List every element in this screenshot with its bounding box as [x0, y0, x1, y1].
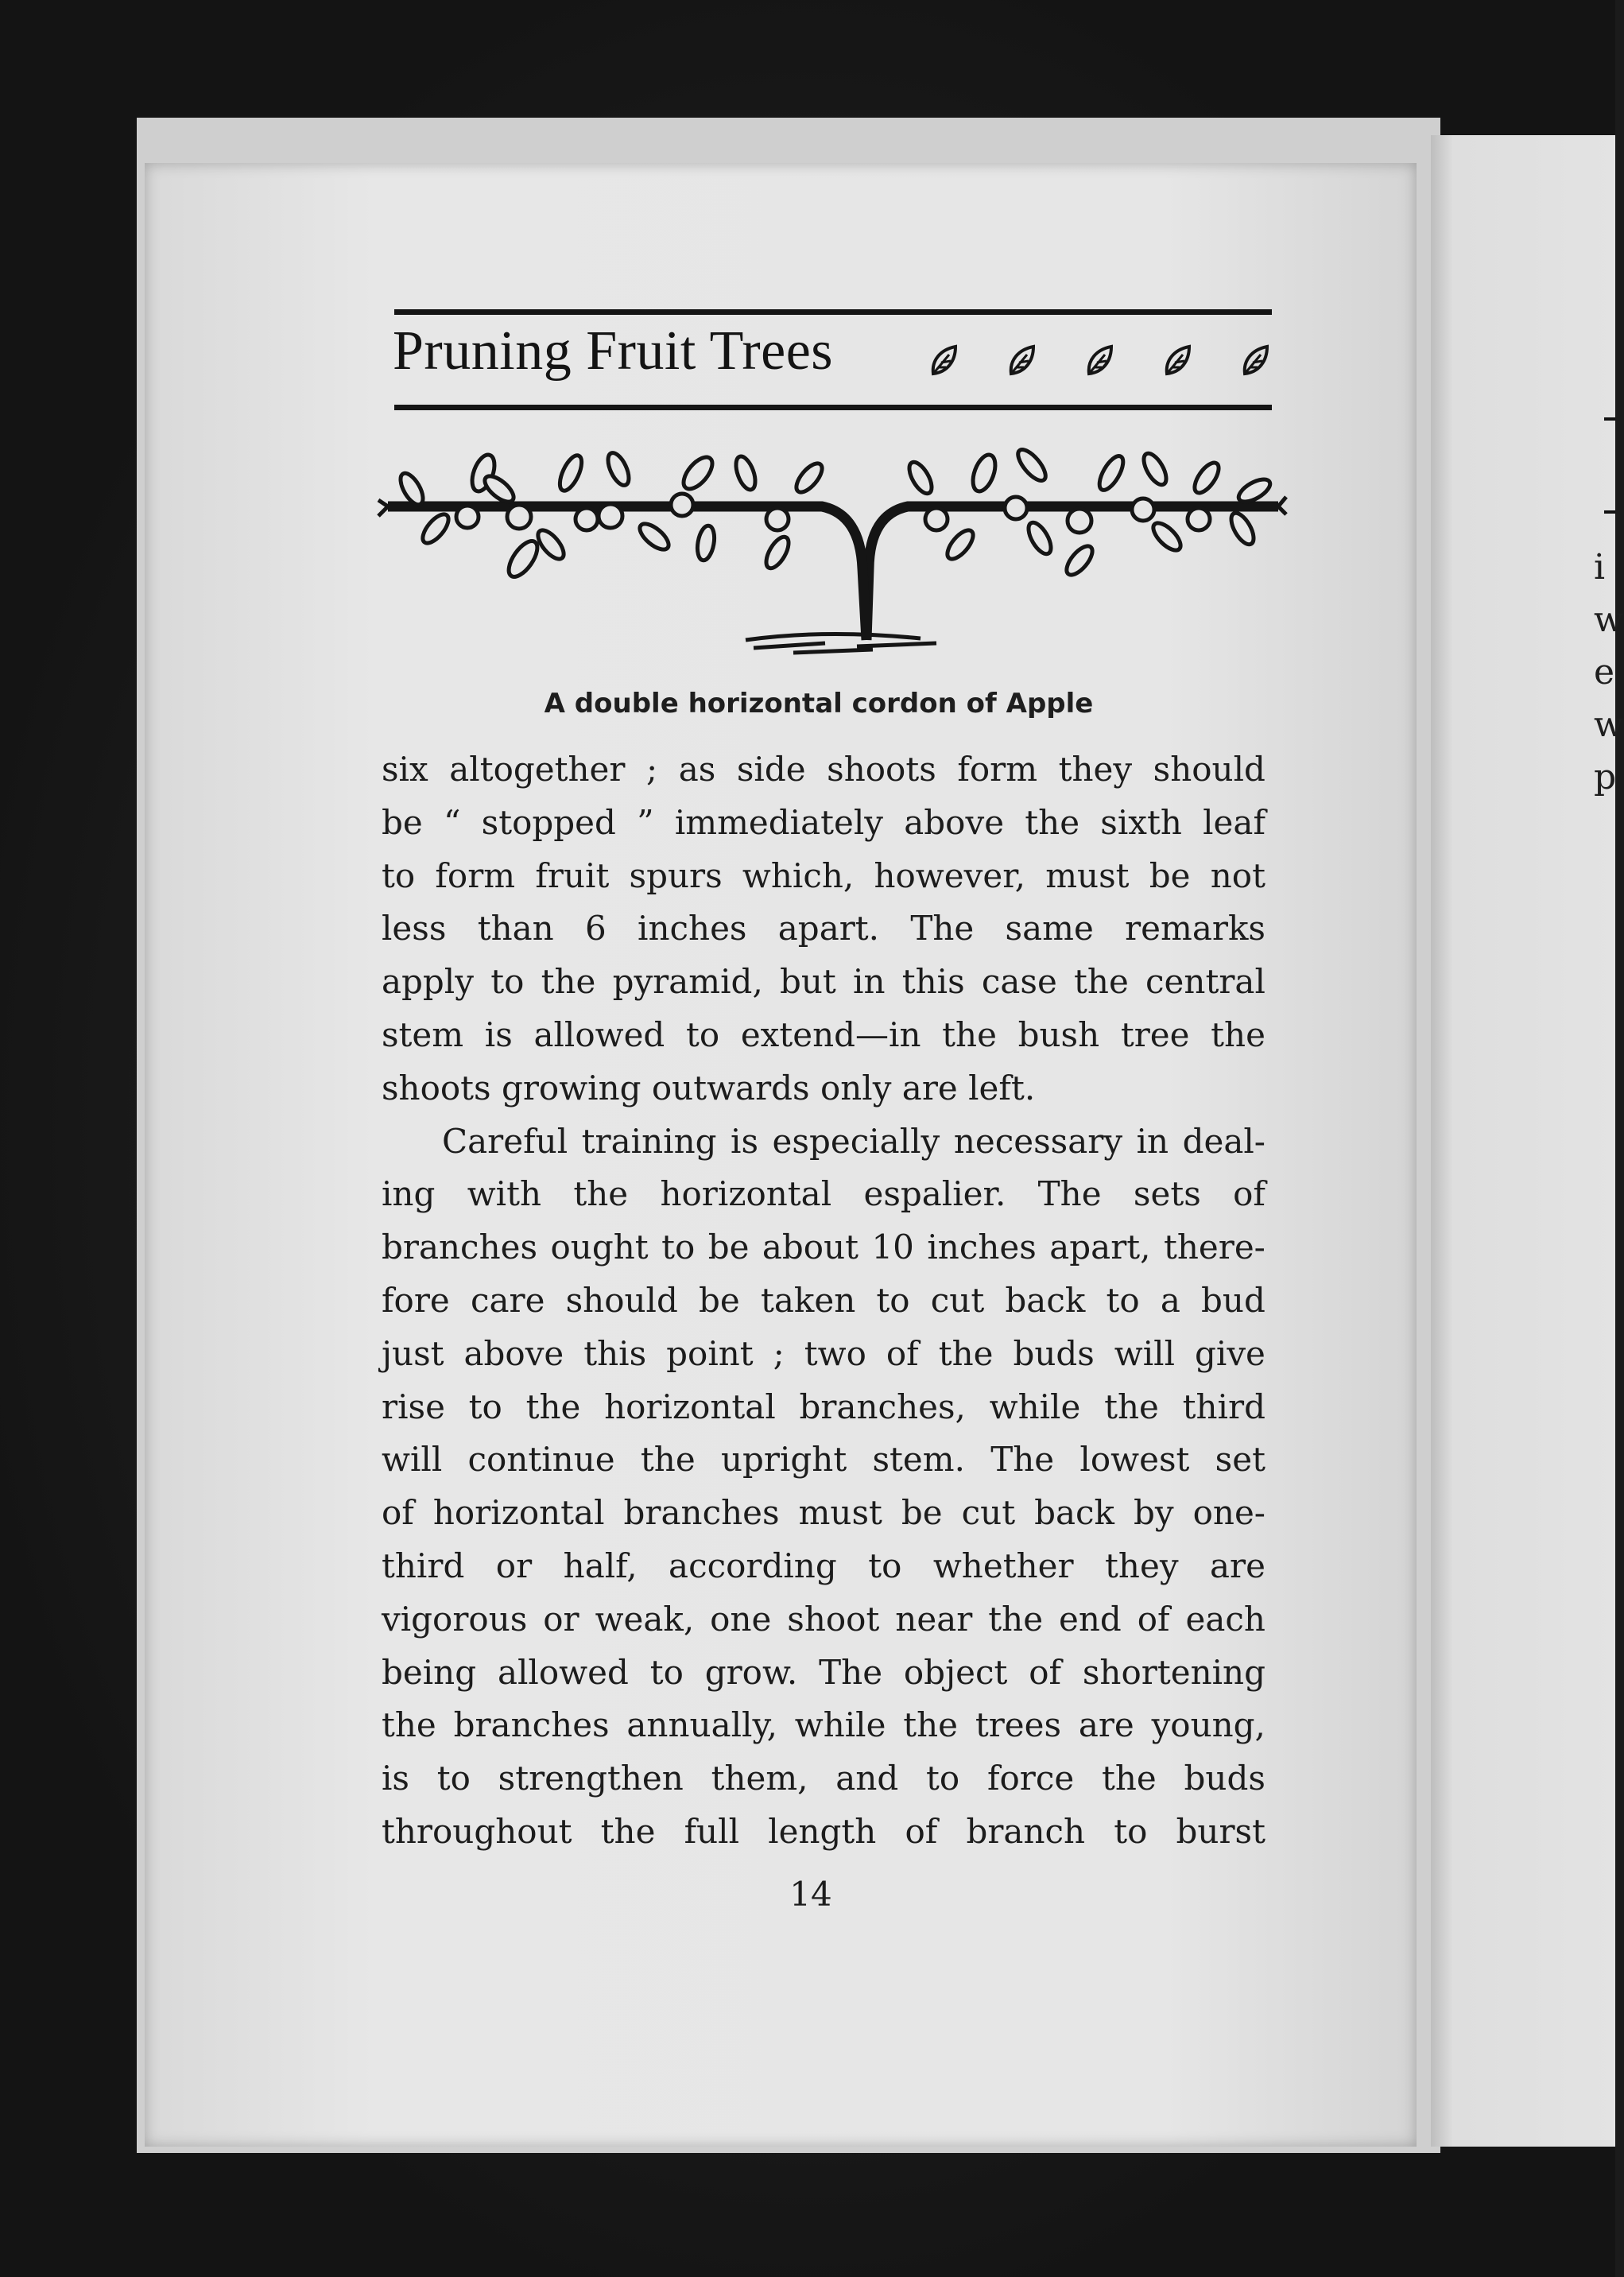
word: the — [1101, 1759, 1157, 1798]
word: is — [484, 1014, 513, 1054]
word: the — [382, 1705, 436, 1745]
word: to — [868, 1546, 902, 1585]
word: central — [1145, 962, 1265, 1002]
text-line — [382, 1115, 1265, 1169]
text-line — [382, 1593, 1265, 1647]
word: half, — [563, 1546, 638, 1585]
word: one- — [1192, 1493, 1265, 1533]
word: to — [649, 1652, 684, 1692]
word: to — [436, 1759, 471, 1798]
word: the — [942, 1014, 997, 1054]
word: length — [768, 1811, 877, 1851]
facing-page-rule — [1604, 417, 1615, 421]
word: extend—in — [740, 1014, 921, 1054]
word: The — [819, 1652, 883, 1692]
word: espalier. — [863, 1174, 1006, 1214]
word: upright — [720, 1440, 847, 1480]
word: whether — [932, 1546, 1074, 1585]
facing-page-letter: w — [1594, 599, 1624, 640]
word: leaf — [1203, 802, 1265, 842]
word: buds — [1013, 1333, 1095, 1373]
word: trees — [975, 1705, 1062, 1745]
word: of — [905, 1811, 938, 1851]
word: burst — [1176, 1811, 1265, 1851]
word: the — [1104, 1387, 1159, 1426]
word: they — [1105, 1546, 1179, 1585]
word: “ — [443, 802, 461, 842]
word: care — [470, 1280, 545, 1320]
word: will — [1114, 1333, 1176, 1373]
word: while — [989, 1387, 1081, 1426]
word: rise — [382, 1387, 445, 1426]
word: cut — [961, 1493, 1016, 1533]
word: stem. — [872, 1440, 965, 1480]
word: this — [901, 962, 965, 1002]
word: the — [600, 1811, 656, 1851]
word: they — [1058, 750, 1133, 789]
word: to — [661, 1228, 696, 1267]
leaf-ornament-icon — [1162, 343, 1194, 378]
word: branch — [966, 1811, 1086, 1851]
figure-caption: A double horizontal cordon of Apple — [544, 688, 1094, 720]
word: shortening — [1082, 1652, 1265, 1692]
word: remarks — [1125, 909, 1265, 948]
word: the — [988, 1599, 1044, 1639]
word: young, — [1151, 1705, 1265, 1745]
text-line — [382, 850, 1265, 903]
word: near — [895, 1599, 973, 1639]
word: to — [1106, 1280, 1140, 1320]
word: being — [382, 1652, 477, 1692]
word: there- — [1163, 1228, 1265, 1267]
word: apart. — [777, 909, 880, 948]
word: just — [382, 1333, 444, 1373]
word: stem — [382, 1014, 464, 1054]
word: same — [1005, 909, 1094, 948]
word: than — [477, 909, 554, 948]
word: six — [382, 750, 428, 789]
word: a — [1160, 1280, 1180, 1320]
word: and — [835, 1759, 899, 1798]
word: should — [1153, 750, 1265, 789]
word: form — [435, 855, 516, 895]
word: back — [1034, 1493, 1114, 1533]
line-text: shoots growing outwards only are left. — [382, 1068, 1036, 1107]
word: deal- — [1182, 1121, 1265, 1161]
word: to — [468, 1387, 502, 1426]
leaf-ornament-icon — [928, 343, 960, 378]
word: be — [382, 802, 423, 842]
word: taken — [760, 1280, 856, 1320]
page-number: 14 — [789, 1875, 832, 1914]
word: of — [1029, 1652, 1062, 1692]
word: the — [1025, 802, 1080, 842]
word: while — [794, 1705, 886, 1745]
word: especially — [772, 1121, 940, 1161]
word: branches — [623, 1493, 780, 1533]
page-title: Pruning Fruit Trees — [393, 320, 834, 382]
word: horizontal — [432, 1493, 605, 1533]
word: the — [938, 1333, 994, 1373]
word: weak, — [595, 1599, 695, 1639]
text-line — [382, 1274, 1265, 1328]
word: sets — [1133, 1174, 1201, 1214]
word: ought — [550, 1228, 649, 1267]
word: vigorous — [382, 1599, 528, 1639]
word: The — [1037, 1174, 1102, 1214]
word: training — [581, 1121, 717, 1161]
word: must — [1045, 855, 1130, 895]
text-line — [382, 1487, 1265, 1540]
word: should — [565, 1280, 678, 1320]
header-bottom-rule — [394, 405, 1272, 410]
word: side — [736, 750, 806, 789]
text-line — [382, 1009, 1265, 1062]
word: the — [541, 962, 596, 1002]
word: form — [957, 750, 1038, 789]
word: lowest — [1079, 1440, 1190, 1480]
word: annually, — [626, 1705, 777, 1745]
word: this — [583, 1333, 647, 1373]
word: continue — [467, 1440, 615, 1480]
word: less — [382, 909, 447, 948]
text-line — [382, 1806, 1265, 1859]
text-line — [382, 956, 1265, 1009]
word: the — [573, 1174, 629, 1214]
word: be — [901, 1493, 943, 1533]
word: immediately — [674, 802, 884, 842]
word: the — [640, 1440, 696, 1480]
word: be — [707, 1228, 750, 1267]
word: will — [382, 1440, 443, 1480]
word: to — [1114, 1811, 1148, 1851]
text-line — [382, 902, 1265, 956]
word: apply — [382, 962, 474, 1002]
text-line — [382, 1433, 1265, 1487]
word: are — [1078, 1705, 1134, 1745]
word: them, — [711, 1759, 808, 1798]
word: Careful — [442, 1121, 568, 1161]
word: must — [798, 1493, 882, 1533]
facing-page-letter: i — [1594, 547, 1606, 588]
word: fore — [382, 1280, 450, 1320]
word: one — [710, 1599, 772, 1639]
facing-page-letter: p — [1594, 757, 1617, 797]
word: throughout — [382, 1811, 572, 1851]
word: cut — [930, 1280, 985, 1320]
word: bud — [1201, 1280, 1265, 1320]
leaf-ornament-icon — [1240, 343, 1272, 378]
word: above — [463, 1333, 564, 1373]
word: The — [990, 1440, 1055, 1480]
text-line — [382, 797, 1265, 850]
word: which, — [742, 855, 855, 895]
word: third — [382, 1546, 465, 1585]
cordon-apple-tree-illustration — [380, 449, 1286, 664]
text-line — [382, 1752, 1265, 1806]
word: The — [910, 909, 975, 948]
word: sixth — [1100, 802, 1182, 842]
word: ing — [382, 1174, 436, 1214]
word: inches — [927, 1228, 1037, 1267]
word: or — [543, 1599, 579, 1639]
word: set — [1215, 1440, 1265, 1480]
word: of — [382, 1493, 414, 1533]
word: shoot — [787, 1599, 880, 1639]
word: two — [804, 1333, 866, 1373]
word: spurs — [629, 855, 723, 895]
facing-page-letter: e — [1594, 652, 1615, 692]
word: is — [731, 1121, 759, 1161]
word: about — [762, 1228, 859, 1267]
facing-page — [1431, 135, 1624, 2147]
word: inches — [638, 909, 747, 948]
facing-page-rule — [1604, 510, 1615, 514]
word: of — [1137, 1599, 1170, 1639]
word: the — [1074, 962, 1129, 1002]
word: the — [1211, 1014, 1265, 1054]
word: branches — [453, 1705, 610, 1745]
word: to — [490, 962, 525, 1002]
word: to — [876, 1280, 910, 1320]
word: not — [1210, 855, 1265, 895]
word: give — [1195, 1333, 1265, 1373]
word: according — [669, 1546, 837, 1585]
word: in — [1136, 1121, 1169, 1161]
word: are — [1210, 1546, 1265, 1585]
word: allowed — [497, 1652, 629, 1692]
text-line — [382, 1168, 1265, 1221]
word: horizontal — [660, 1174, 832, 1214]
word: third — [1182, 1387, 1265, 1426]
word: to — [926, 1759, 960, 1798]
text-line — [382, 743, 1265, 797]
word: end — [1059, 1599, 1122, 1639]
word: allowed — [533, 1014, 665, 1054]
text-line — [382, 1381, 1265, 1434]
word: with — [467, 1174, 542, 1214]
facing-page-letter: w — [1594, 704, 1624, 745]
word: by — [1133, 1493, 1174, 1533]
word: of — [1233, 1174, 1265, 1214]
word: branches — [382, 1228, 538, 1267]
word: ” — [637, 802, 654, 842]
word: above — [904, 802, 1005, 842]
text-line — [382, 1328, 1265, 1381]
word: ; — [646, 750, 658, 789]
text-line — [382, 1647, 1265, 1700]
word: shoots — [827, 750, 936, 789]
word: be — [1149, 855, 1191, 895]
word: stopped — [481, 802, 616, 842]
word: or — [495, 1546, 533, 1585]
word: fruit — [535, 855, 610, 895]
word: back — [1005, 1280, 1086, 1320]
leaf-ornament-icon — [1006, 343, 1038, 378]
text-line — [382, 1540, 1265, 1593]
word: force — [986, 1759, 1075, 1798]
word: the — [525, 1387, 581, 1426]
word: tree — [1120, 1014, 1190, 1054]
word: but — [780, 962, 836, 1002]
word: to — [382, 855, 416, 895]
word: of — [886, 1333, 919, 1373]
word: full — [684, 1811, 740, 1851]
word: 10 — [871, 1228, 914, 1267]
word: grow. — [704, 1652, 798, 1692]
word: buds — [1184, 1759, 1265, 1798]
leaf-ornament-icon — [1084, 343, 1116, 378]
word: horizontal — [604, 1387, 776, 1426]
word: in — [853, 962, 886, 1002]
word: strengthen — [498, 1759, 684, 1798]
word: apart, — [1049, 1228, 1151, 1267]
text-line — [382, 1221, 1265, 1274]
word: altogether — [449, 750, 626, 789]
word: ; — [773, 1333, 785, 1373]
body-text — [382, 743, 1265, 1859]
word: is — [382, 1759, 409, 1798]
text-line — [382, 1699, 1265, 1752]
word: necessary — [953, 1121, 1123, 1161]
word: object — [903, 1652, 1008, 1692]
word: the — [903, 1705, 959, 1745]
word: bush — [1017, 1014, 1100, 1054]
header-top-rule — [394, 309, 1272, 315]
word: each — [1185, 1599, 1265, 1639]
word: be — [699, 1280, 740, 1320]
text-line — [382, 1062, 1265, 1115]
word: however, — [874, 855, 1026, 895]
word: branches, — [799, 1387, 966, 1426]
word: 6 — [585, 909, 607, 948]
word: case — [981, 962, 1057, 1002]
word: to — [685, 1014, 720, 1054]
word: as — [678, 750, 716, 789]
word: point — [666, 1333, 754, 1373]
word: pyramid, — [612, 962, 763, 1002]
